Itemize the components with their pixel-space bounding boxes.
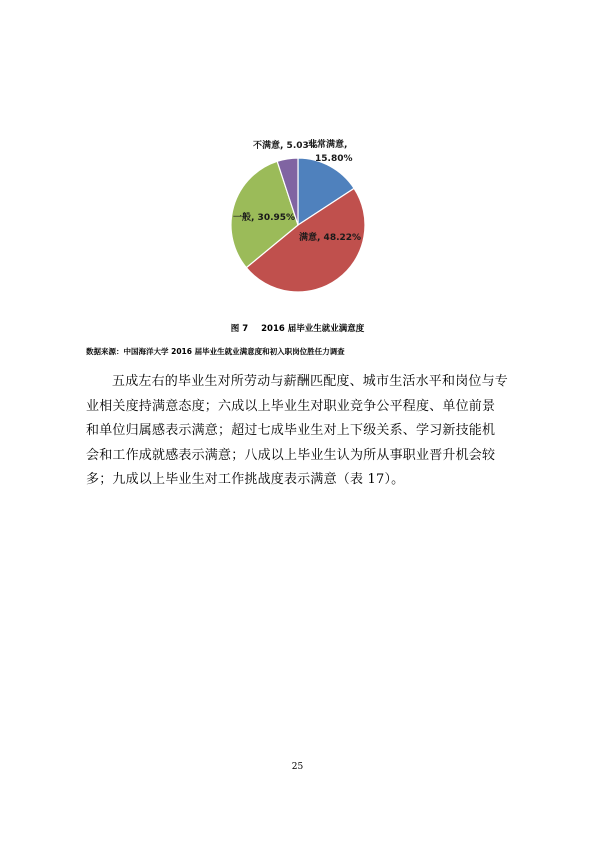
data-source-note: 数据来源：中国海洋大学 2016 届毕业生就业满意度和初入职岗位胜任力调查 — [86, 347, 345, 356]
figure-number: 图 7 — [230, 324, 249, 334]
satisfaction-pie-chart — [150, 128, 450, 308]
page-number: 25 — [291, 762, 304, 772]
slice-label-very-satisfied-line1: 非常满意, — [308, 140, 348, 150]
slice-label-very-satisfied-line2: 15.80% — [315, 154, 353, 164]
figure-title: 2016 届毕业生就业满意度 — [261, 324, 365, 334]
figure-caption — [0, 322, 595, 334]
body-paragraph: 五成左右的毕业生对所劳动与薪酬匹配度、城市生活水平和岗位与专业相关度持满意态度；六成以上毕业生对职业竞争公平程度、单位前景和单位归属感表示满意；超过七成毕业生对上下级关系、学习新技能机会和工作成就感表示满意；八成以上毕业生认为所从事职业晋升机会较多；九成以上毕业生对工作挑战度表示满意（表 17）。 — [86, 374, 509, 487]
slice-label-dissatisfied: 不满意, 5.03% — [253, 141, 318, 151]
pie-slices — [231, 158, 365, 292]
slice-label-satisfied: 满意, 48.22% — [299, 233, 362, 243]
slice-label-neutral: 一般, 30.95% — [233, 213, 296, 223]
